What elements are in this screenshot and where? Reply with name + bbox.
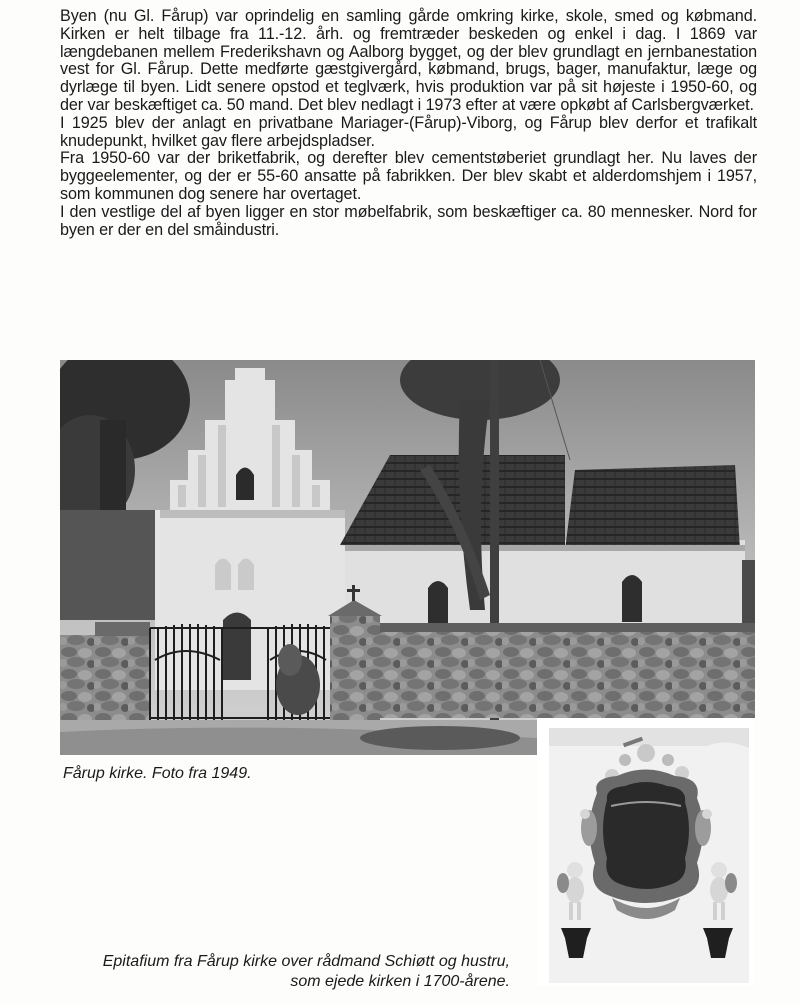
church-photo-caption: Fårup kirke. Foto fra 1949. — [63, 765, 252, 782]
paragraph-factory: Fra 1950-60 var der briketfabrik, og derefter blev cementstøberiet grundlagt her. Nu laves der byggeelementer, og der er 55-60 ansatte på fabrikken. Der blev skabt et alderdomshjem i 1957, som kommunen dog senere har overtaget. — [60, 149, 757, 203]
epitaph-caption-line-1: Epitafium fra Fårup kirke over rådmand Schiøtt og hustru, — [102, 953, 510, 970]
epitaph-photo-caption — [40, 952, 510, 992]
church-photo — [60, 360, 755, 755]
paragraph-history: Byen (nu Gl. Fårup) var oprindelig en samling gårde omkring kirke, skole, smed og købmand. Kirken er helt tilbage fra 11.-12. årh. og fremtræder beskeden og enkel i dag. I 1869 var længdebanen mellem Frederikshavn og Aalborg bygget, og der blev grundlagt en jernbanestation vest for Gl. Fårup. Dette medførte gæstgivergård, købmand, brugs, bager, manufaktur, læge og dyrlæge til byen. Lidt senere opstod et teglværk, hvis produktion var på sit højeste i 1950-60, og der var beskæftiget ca. 50 mand. Det blev nedlagt i 1973 efter at være opkøbt af Carlsbergværket. — [60, 7, 757, 114]
epitaph-caption-line-2: som ejede kirken i 1700-årene. — [290, 973, 510, 990]
epitaph-photo — [537, 718, 755, 986]
paragraph-railway: I 1925 blev der anlagt en privatbane Mariager-(Fårup)-Viborg, og Fårup blev derfor et trafikalt knudepunkt, hvilket gav flere arbejdspladser. — [60, 113, 757, 150]
article-body — [60, 8, 757, 239]
paragraph-industry: I den vestlige del af byen ligger en stor møbelfabrik, som beskæftiger ca. 80 mennesker. Nord for byen er der en del småindustri. — [60, 202, 757, 239]
church-illustration — [60, 360, 755, 755]
epitaph-illustration — [537, 718, 755, 986]
